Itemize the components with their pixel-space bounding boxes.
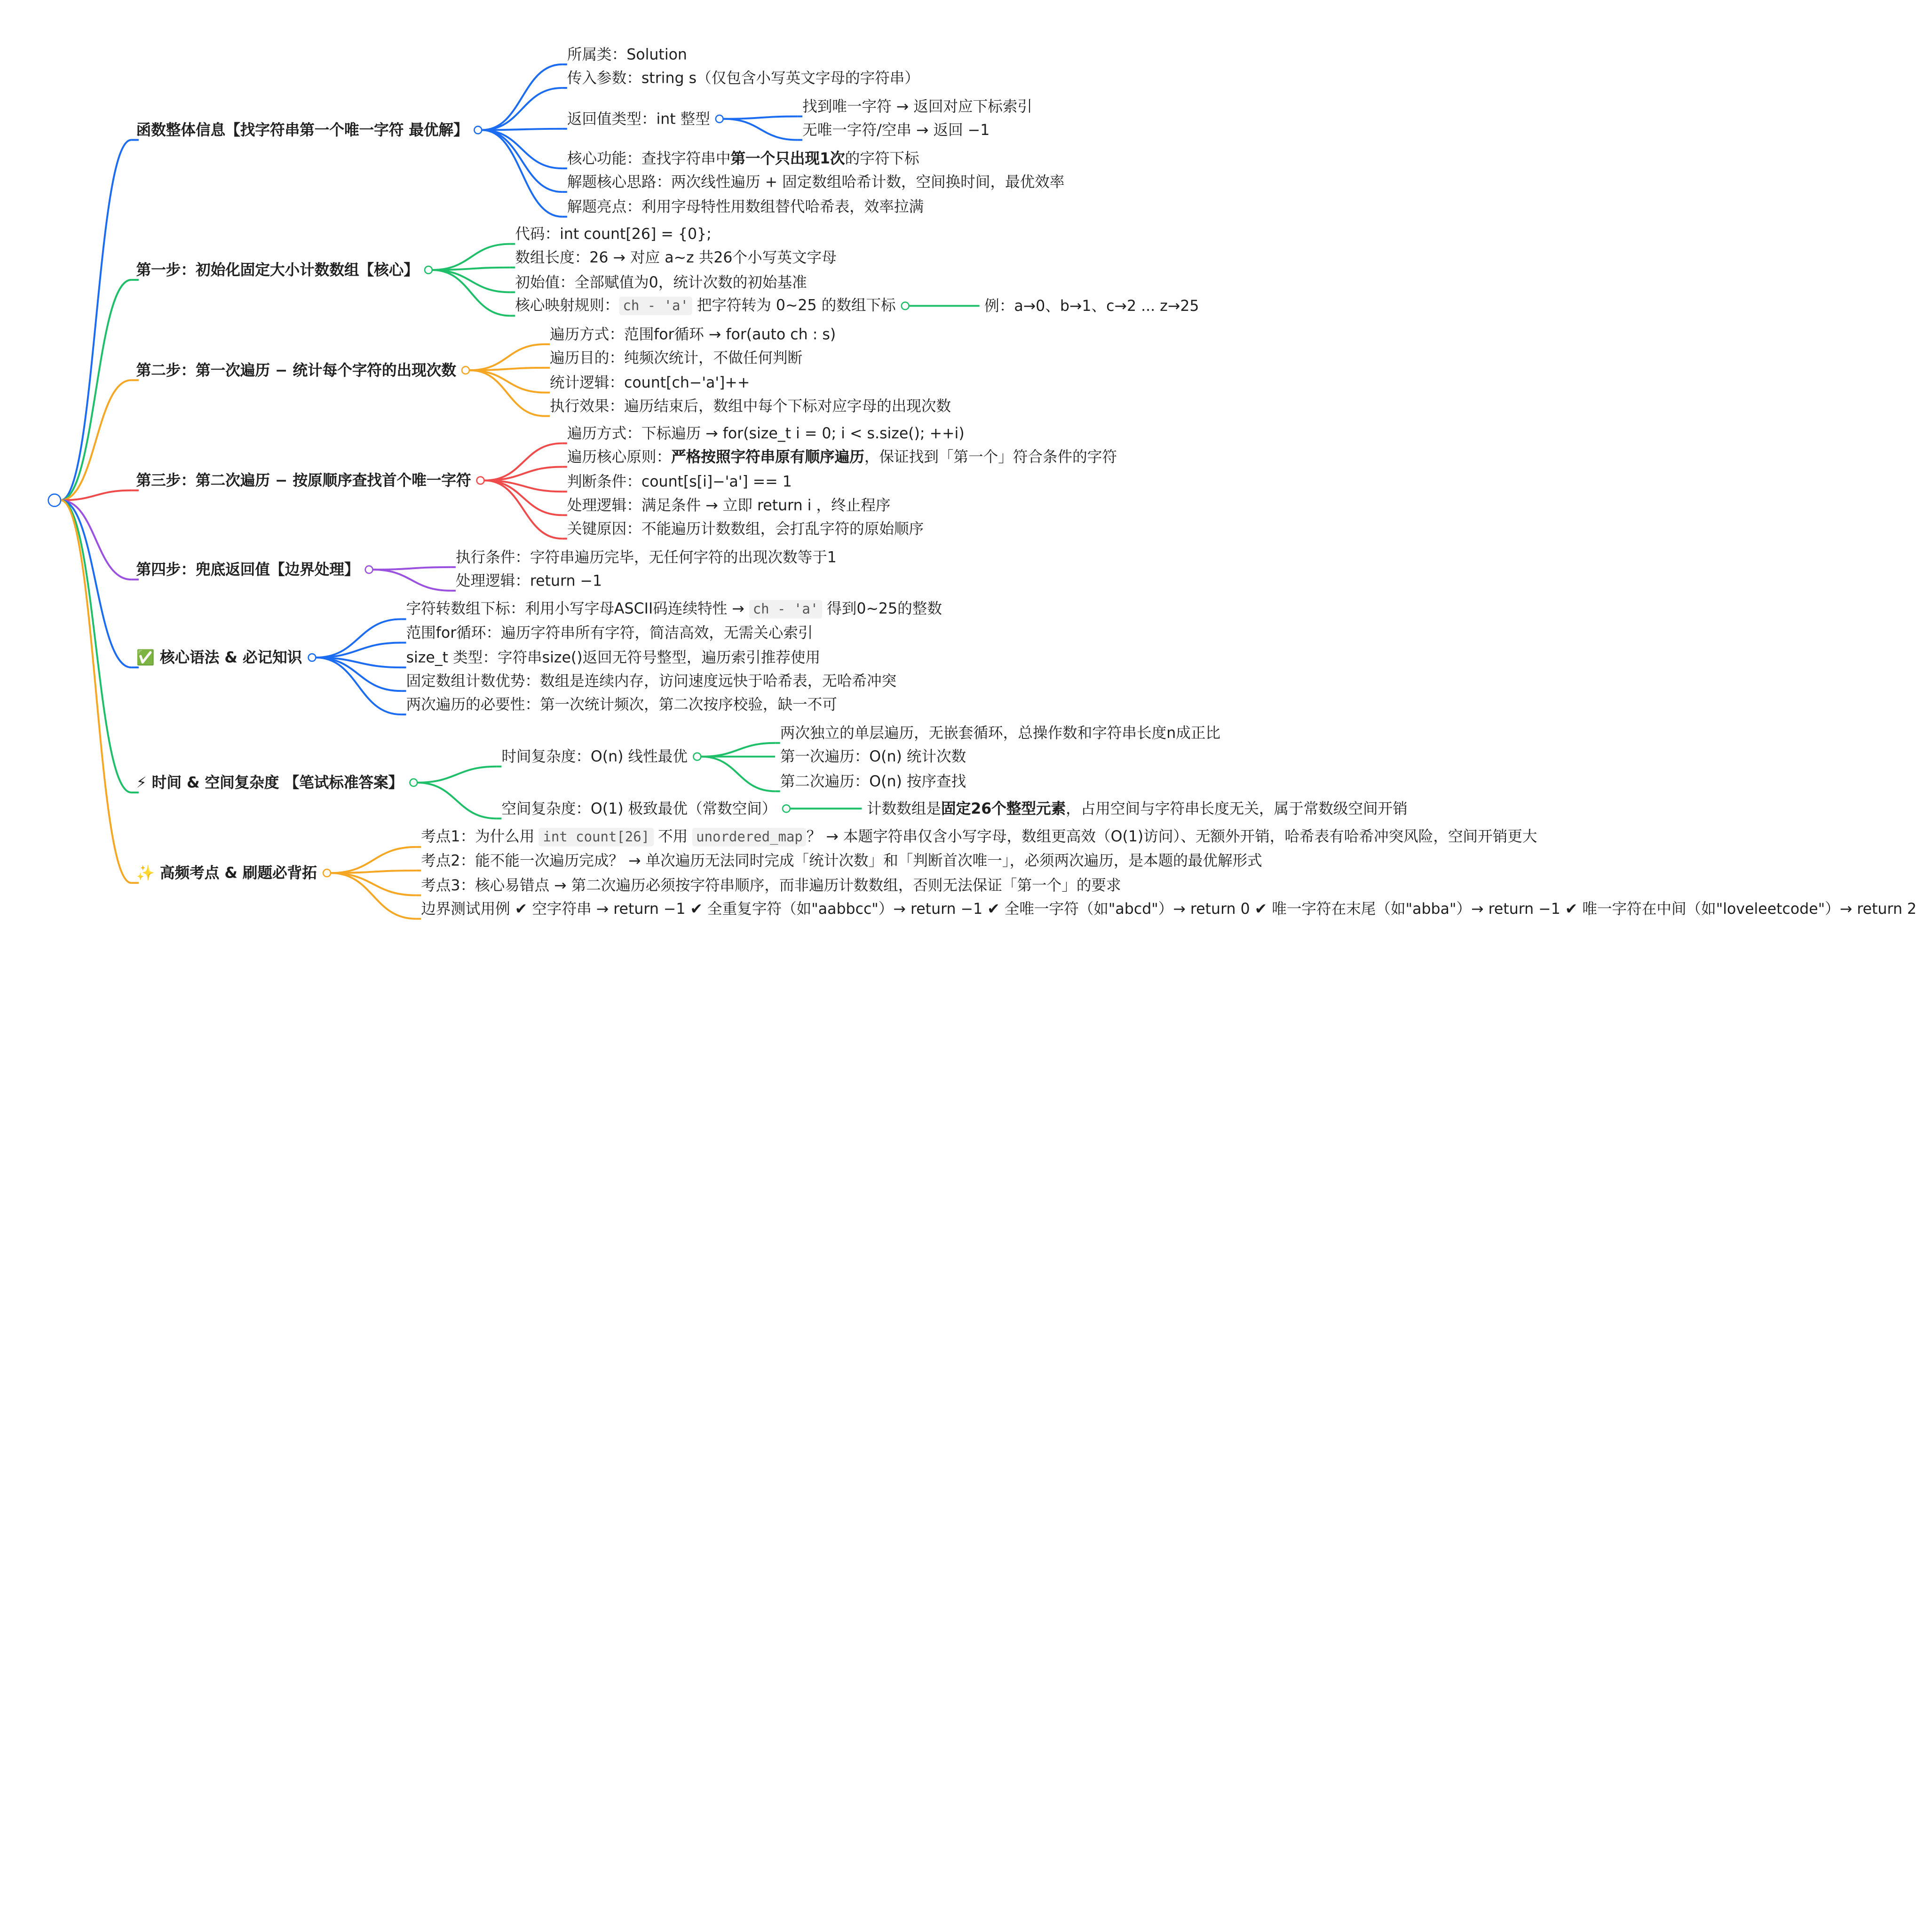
branch-dot-1[interactable] bbox=[424, 266, 433, 274]
label-text: 把字符转为 0~25 的数组下标 bbox=[692, 296, 896, 314]
label-text: 第一次遍历：O(n) 统计次数 bbox=[780, 748, 966, 766]
leaf-node-3-2[interactable] bbox=[567, 472, 792, 491]
leaf-node-1-3[interactable] bbox=[515, 295, 895, 317]
edge-2-2 bbox=[470, 370, 545, 392]
label-text: 函数整体信息【找字符串第一个唯一字符 最优解】 bbox=[136, 121, 468, 139]
label-text: 的字符下标 bbox=[845, 150, 919, 167]
leaf-node-6-0-0[interactable] bbox=[780, 723, 1220, 743]
label-text: 核心映射规则： bbox=[515, 296, 619, 314]
label-text: 执行效果：遍历结束后，数组中每个下标对应字母的出现次数 bbox=[550, 397, 951, 415]
label-text: 字符转数组下标：利用小写字母ASCII码连续特性 → bbox=[406, 600, 749, 618]
edge-0-2-0 bbox=[724, 116, 798, 119]
leaf-node-7-0[interactable] bbox=[421, 826, 1537, 848]
label-text: ，保证找到「第一个」符合条件的字符 bbox=[864, 448, 1117, 466]
label-text: size_t 类型：字符串size()返回无符号整型，遍历索引推荐使用 bbox=[406, 649, 821, 666]
edge-4-1 bbox=[373, 570, 451, 591]
edge-6-0 bbox=[417, 767, 497, 783]
leaf-node-0-0[interactable] bbox=[567, 45, 687, 64]
edge-root-6 bbox=[61, 500, 131, 792]
label-text: 无唯一字符/空串 → 返回 −1 bbox=[802, 121, 990, 139]
label-text: 考点2：能不能一次遍历完成？ → 单次遍历无法同时完成「统计次数」和「判断首次唯一」，必须两次遍历，是本题的最优解形式 bbox=[421, 852, 1262, 870]
sub-dot-6-0[interactable] bbox=[693, 752, 702, 760]
label-text: 判断条件：count[s[i]−'a'] == 1 bbox=[567, 473, 792, 491]
label-text: 解题核心思路：两次线性遍历 + 固定数组哈希计数，空间换时间，最优效率 bbox=[567, 173, 1065, 191]
sub-dot-1-3[interactable] bbox=[902, 301, 910, 310]
leaf-node-0-5[interactable] bbox=[567, 197, 924, 217]
label-text: 两次独立的单层遍历，无嵌套循环，总操作数和字符串长度n成正比 bbox=[780, 724, 1221, 742]
label-text: 遍历目的：纯频次统计，不做任何判断 bbox=[550, 349, 803, 367]
label-text: 核心功能：查找字符串中 bbox=[567, 150, 731, 167]
edge-1-3 bbox=[432, 270, 510, 316]
label-text: ？ → 本题字符串仅含小写字母，数组更高效（O(1)访问）、无额外开销，哈希表有哈希冲突风险，空间开销更大 bbox=[806, 828, 1537, 845]
leaf-node-6-0-2[interactable] bbox=[780, 771, 966, 791]
leaf-node-6-1-0[interactable] bbox=[867, 799, 1408, 818]
edge-6-0-2 bbox=[701, 757, 775, 792]
leaf-node-0-2[interactable] bbox=[567, 109, 710, 129]
label-text: 边界测试用例 ✔ 空字符串 → return −1 ✔ 全重复字符（如"aabbcc"）→ return −1 ✔ 全唯一字符（如"abcd"）→ return 0 ✔ 唯一字符在末尾（如"abba"）→ return −1 ✔ 唯一字符在中间（如"loveleetcode"）→ return 2 bbox=[421, 900, 1917, 918]
label-text: 计数数组是 bbox=[867, 800, 942, 817]
leaf-node-3-3[interactable] bbox=[567, 495, 891, 515]
edge-0-2-1 bbox=[724, 119, 798, 140]
label-text: 不用 bbox=[653, 828, 693, 845]
sub-dot-0-2[interactable] bbox=[716, 115, 724, 123]
label-text: 初始值：全部赋值为0，统计次数的初始基准 bbox=[515, 273, 807, 291]
leaf-node-2-2[interactable] bbox=[550, 373, 750, 393]
edge-root-2 bbox=[61, 380, 131, 500]
emphasis-text: 严格按照字符串原有顺序遍历 bbox=[671, 448, 864, 466]
label-text: 第四步：兜底返回值【边界处理】 bbox=[136, 561, 359, 578]
leaf-node-6-0[interactable] bbox=[501, 747, 688, 767]
leaf-node-5-4[interactable] bbox=[406, 695, 837, 714]
edge-2-3 bbox=[470, 370, 545, 416]
label-text: 例：a→0、b→1、c→2 ... z→25 bbox=[984, 297, 1199, 315]
label-text: 第二步：第一次遍历 − 统计每个字符的出现次数 bbox=[136, 361, 457, 379]
label-text: 范围for循环：遍历字符串所有字符，简洁高效，无需关心索引 bbox=[406, 624, 813, 642]
branch-node-7[interactable] bbox=[136, 863, 317, 883]
label-text: 处理逻辑：满足条件 → 立即 return i ，终止程序 bbox=[567, 496, 891, 514]
branch-node-0[interactable] bbox=[136, 120, 468, 140]
edge-5-0 bbox=[316, 619, 401, 657]
label-text: 传入参数：string s（仅包含小写英文字母的字符串） bbox=[567, 69, 919, 87]
branch-node-1[interactable] bbox=[136, 260, 419, 280]
inline-code: ch - 'a' bbox=[749, 600, 822, 618]
branch-dot-0[interactable] bbox=[474, 126, 483, 134]
edge-2-0 bbox=[470, 344, 545, 370]
edge-0-5 bbox=[482, 130, 562, 216]
label-text: ⚡ 时间 & 空间复杂度 【笔试标准答案】 bbox=[136, 774, 404, 792]
leaf-node-1-3-0[interactable] bbox=[984, 296, 1199, 316]
leaf-node-5-3[interactable] bbox=[406, 671, 897, 691]
branch-dot-6[interactable] bbox=[409, 778, 417, 787]
branch-dot-7[interactable] bbox=[323, 869, 331, 877]
leaf-node-2-1[interactable] bbox=[550, 348, 802, 368]
label-text: 解题亮点：利用字母特性用数组替代哈希表，效率拉满 bbox=[567, 198, 924, 216]
branch-node-4[interactable] bbox=[136, 560, 359, 579]
leaf-node-5-1[interactable] bbox=[406, 623, 813, 642]
edge-1-0 bbox=[432, 244, 510, 270]
label-text: 遍历方式：范围for循环 → for(auto ch : s) bbox=[550, 325, 836, 343]
label-text: ✨ 高频考点 & 刷题必背拓 bbox=[136, 864, 317, 882]
leaf-node-3-4[interactable] bbox=[567, 519, 924, 539]
label-text: 时间复杂度：O(n) 线性最优 bbox=[501, 748, 688, 766]
edge-6-1 bbox=[417, 783, 497, 818]
leaf-node-0-2-0[interactable] bbox=[802, 96, 1032, 116]
label-text: 找到唯一字符 → 返回对应下标索引 bbox=[802, 97, 1033, 115]
leaf-node-5-0[interactable] bbox=[406, 599, 942, 620]
branch-dot-2[interactable] bbox=[462, 366, 470, 374]
leaf-node-2-3[interactable] bbox=[550, 396, 951, 416]
inline-code: unordered_map bbox=[692, 828, 806, 846]
branch-dot-3[interactable] bbox=[476, 476, 485, 484]
leaf-node-1-0[interactable] bbox=[515, 224, 712, 244]
edge-3-0 bbox=[485, 444, 562, 481]
label-text: 所属类：Solution bbox=[567, 46, 687, 63]
label-text: ✅ 核心语法 & 必记知识 bbox=[136, 649, 302, 666]
label-text: 第三步：第二次遍历 − 按原顺序查找首个唯一字符 bbox=[136, 472, 471, 489]
label-text: 两次遍历的必要性：第一次统计频次，第二次按序校验，缺一不可 bbox=[406, 696, 837, 713]
label-text: 遍历核心原则： bbox=[567, 448, 672, 466]
leaf-node-3-1[interactable] bbox=[567, 447, 1117, 467]
leaf-node-4-0[interactable] bbox=[456, 547, 837, 567]
branch-node-5[interactable] bbox=[136, 648, 302, 667]
sub-dot-6-1[interactable] bbox=[782, 804, 791, 813]
label-text: 空间复杂度：O(1) 极致最优（常数空间） bbox=[501, 800, 777, 817]
leaf-node-6-0-1[interactable] bbox=[780, 747, 966, 767]
leaf-node-0-1[interactable] bbox=[567, 68, 919, 88]
leaf-node-0-2-1[interactable] bbox=[802, 120, 990, 140]
leaf-node-5-2[interactable] bbox=[406, 648, 820, 667]
label-text: 第一步：初始化固定大小计数数组【核心】 bbox=[136, 261, 419, 279]
edge-0-0 bbox=[482, 64, 562, 130]
edge-root-0 bbox=[61, 140, 131, 500]
edge-7-2 bbox=[331, 873, 416, 895]
leaf-node-3-0[interactable] bbox=[567, 423, 965, 443]
edge-0-4 bbox=[482, 130, 562, 192]
leaf-node-0-4[interactable] bbox=[567, 172, 1065, 192]
label-text: 执行条件：字符串遍历完毕，无任何字符的出现次数等于1 bbox=[455, 548, 837, 566]
label-text: 数组长度：26 → 对应 a~z 共26个小写英文字母 bbox=[515, 249, 837, 267]
leaf-node-7-3[interactable] bbox=[421, 899, 1916, 919]
emphasis-text: 第一个只出现1次 bbox=[730, 150, 845, 167]
root-node[interactable] bbox=[48, 493, 61, 507]
label-text: 得到0~25的整数 bbox=[822, 600, 942, 618]
leaf-node-4-1[interactable] bbox=[456, 571, 602, 591]
emphasis-text: 固定26个整型元素 bbox=[941, 800, 1066, 817]
leaf-node-0-3[interactable] bbox=[567, 149, 919, 168]
label-text: 第二次遍历：O(n) 按序查找 bbox=[780, 772, 966, 790]
leaf-node-1-1[interactable] bbox=[515, 248, 836, 268]
inline-code: int count[26] bbox=[539, 828, 653, 846]
leaf-node-7-1[interactable] bbox=[421, 851, 1262, 871]
branch-node-2[interactable] bbox=[136, 360, 456, 380]
leaf-node-6-1[interactable] bbox=[501, 799, 776, 818]
edge-4-0 bbox=[373, 567, 451, 570]
branch-dot-5[interactable] bbox=[308, 653, 316, 662]
label-text: 处理逻辑：return −1 bbox=[455, 572, 602, 590]
leaf-node-7-2[interactable] bbox=[421, 875, 1121, 895]
edge-root-7 bbox=[61, 500, 131, 883]
edge-0-1 bbox=[482, 88, 562, 130]
branch-node-6[interactable] bbox=[136, 773, 404, 792]
label-text: 考点3：核心易错点 → 第二次遍历必须按字符串顺序，而非遍历计数数组，否则无法保证「第一个」的要求 bbox=[421, 877, 1121, 894]
inline-code: ch - 'a' bbox=[619, 297, 692, 315]
label-text: 返回值类型：int 整型 bbox=[567, 110, 710, 128]
label-text: 代码：int count[26] = {0}; bbox=[515, 225, 712, 243]
branch-node-3[interactable] bbox=[136, 471, 471, 491]
edge-1-2 bbox=[432, 270, 510, 292]
label-text: 关键原因：不能遍历计数数组，会打乱字符的原始顺序 bbox=[567, 520, 924, 538]
label-text: 固定数组计数优势：数组是连续内存，访问速度远快于哈希表，无哈希冲突 bbox=[406, 672, 897, 690]
leaf-node-2-0[interactable] bbox=[550, 325, 836, 344]
edge-6-0-0 bbox=[701, 743, 775, 757]
edge-7-0 bbox=[331, 847, 416, 873]
edge-7-3 bbox=[331, 873, 416, 919]
label-text: 遍历方式：下标遍历 → for(size_t i = 0; i < s.size(); ++i) bbox=[567, 425, 965, 442]
leaf-node-1-2[interactable] bbox=[515, 272, 807, 292]
edge-3-4 bbox=[485, 481, 562, 539]
label-text: 考点1：为什么用 bbox=[421, 828, 539, 845]
label-text: ，占用空间与字符串长度无关，属于常数级空间开销 bbox=[1066, 800, 1408, 817]
label-text: 统计逻辑：count[ch−'a']++ bbox=[550, 374, 750, 391]
branch-dot-4[interactable] bbox=[364, 565, 373, 574]
